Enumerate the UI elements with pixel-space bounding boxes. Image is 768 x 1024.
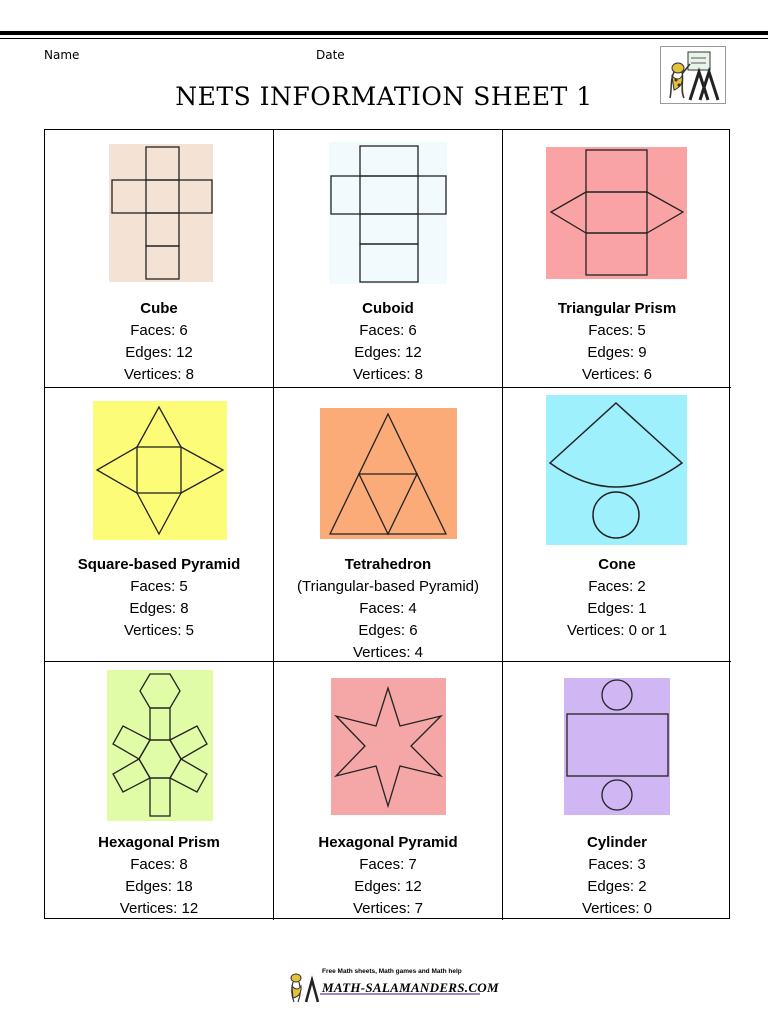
shape-vertices: Vertices: 12: [119, 900, 199, 917]
cell-cube: [45, 130, 274, 388]
shape-vertices: Vertices: 6: [581, 366, 653, 383]
footer-tagline: Free Math sheets, Math games and Math help: [322, 968, 462, 975]
shape-vertices: Vertices: 0: [581, 900, 653, 917]
cell-triangular-prism: [503, 130, 731, 388]
shape-faces: Faces: 8: [130, 856, 188, 873]
cone-net-icon: [546, 395, 687, 545]
shape-name: Hexagonal Prism: [98, 834, 220, 851]
shape-edges: Edges: 8: [129, 600, 189, 617]
page-title: NETS INFORMATION SHEET 1: [175, 82, 593, 111]
cuboid-net-icon: [329, 142, 447, 284]
shape-vertices: Vertices: 0 or 1: [566, 622, 668, 639]
shape-subtitle: (Triangular-based Pyramid): [296, 578, 479, 595]
shape-edges: Edges: 9: [587, 344, 647, 361]
square-pyramid-info: [45, 554, 273, 642]
shape-faces: Faces: 6: [359, 322, 417, 339]
shape-vertices: Vertices: 8: [123, 366, 195, 383]
shape-faces: Faces: 5: [588, 322, 646, 339]
cylinder-net-icon: [564, 678, 670, 815]
shape-edges: Edges: 1: [587, 600, 647, 617]
cuboid-info: [274, 298, 502, 386]
shape-faces: Faces: 7: [359, 856, 417, 873]
shape-name: Square-based Pyramid: [77, 556, 241, 573]
tetrahedron-info: [274, 554, 502, 664]
shape-vertices: Vertices: 7: [352, 900, 424, 917]
cell-hexagonal-pyramid: [274, 662, 503, 920]
cell-cuboid: [274, 130, 503, 388]
cylinder-info: [503, 832, 731, 920]
cube-info: [45, 298, 273, 386]
shape-faces: Faces: 2: [588, 578, 646, 595]
shape-name: Cylinder: [586, 834, 647, 851]
shape-edges: Edges: 6: [358, 622, 418, 639]
shape-name: Tetrahedron: [344, 556, 432, 573]
cell-cone: [503, 388, 731, 662]
cell-cylinder: [503, 662, 731, 920]
cell-tetrahedron: [274, 388, 503, 662]
tetrahedron-net-icon: [320, 408, 457, 539]
shape-name: Cone: [598, 556, 636, 573]
top-rule-thin: [0, 38, 768, 39]
hexagonal-prism-info: [45, 832, 273, 920]
shape-vertices: Vertices: 4: [352, 644, 424, 661]
shape-vertices: Vertices: 5: [123, 622, 195, 639]
top-rule: [0, 31, 768, 35]
shape-edges: Edges: 2: [587, 878, 647, 895]
cone-info: [503, 554, 731, 642]
hexagonal-prism-net-icon: [107, 670, 213, 821]
cell-square-pyramid: [45, 388, 274, 662]
shape-faces: Faces: 3: [588, 856, 646, 873]
shape-edges: Edges: 12: [354, 878, 422, 895]
shape-faces: Faces: 5: [130, 578, 188, 595]
shape-vertices: Vertices: 8: [352, 366, 424, 383]
hexagonal-pyramid-net-icon: [331, 678, 446, 815]
cube-net-icon: [109, 144, 213, 282]
hexagonal-pyramid-info: [274, 832, 502, 920]
salamander-logo-icon: [660, 46, 726, 104]
shape-faces: Faces: 4: [359, 600, 417, 617]
date-label: Date: [316, 48, 345, 62]
name-label: Name: [44, 48, 80, 62]
shape-name: Cuboid: [362, 300, 414, 317]
shape-name: Hexagonal Pyramid: [318, 834, 458, 851]
cell-hexagonal-prism: [45, 662, 274, 920]
triangular-prism-info: [503, 298, 731, 386]
footer-brand: MATH-SALAMANDERS.COM: [322, 980, 499, 995]
shape-faces: Faces: 6: [130, 322, 188, 339]
shape-name: Triangular Prism: [557, 300, 677, 317]
shape-edges: Edges: 12: [354, 344, 422, 361]
shape-name: Cube: [140, 300, 178, 317]
shape-edges: Edges: 12: [125, 344, 193, 361]
square-pyramid-net-icon: [93, 401, 227, 540]
shape-edges: Edges: 18: [125, 878, 193, 895]
nets-grid: [44, 129, 730, 919]
triangular-prism-net-icon: [546, 147, 687, 279]
